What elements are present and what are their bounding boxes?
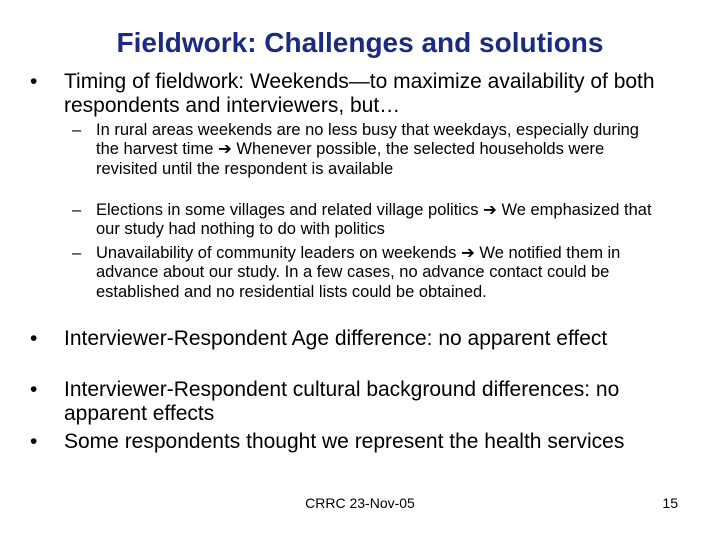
dash-marker: –	[72, 244, 82, 262]
bullet-text: Some respondents thought we represent the health services	[64, 430, 625, 453]
subbullet-text: Elections in some villages and related village politics ➔ We emphasized that our study had nothing to do with politics	[96, 201, 652, 239]
bullet-marker: •	[30, 70, 38, 93]
dash-marker: –	[72, 201, 82, 219]
arrow-icon: ➔	[461, 244, 475, 262]
bullet-item	[30, 430, 680, 454]
subbullet-item	[72, 244, 662, 302]
bullet-text: Interviewer-Respondent cultural background differences: no apparent effects	[64, 378, 620, 425]
subbullet-text: In rural areas weekends are no less busy that weekdays, especially during the harvest time ➔ Whenever possible, the selected households were revisited until the respondent is available	[96, 121, 639, 178]
subbullet-item	[72, 201, 662, 240]
bullet-item	[30, 327, 680, 351]
bullet-item	[30, 70, 680, 118]
dash-marker: –	[72, 121, 82, 139]
bullet-text: Interviewer-Respondent Age difference: no apparent effect	[64, 327, 608, 350]
bullet-marker: •	[30, 430, 38, 453]
slide-title: Fieldwork: Challenges and solutions	[116, 27, 604, 58]
bullet-marker: •	[30, 327, 38, 350]
footer-text: CRRC 23-Nov-05	[305, 495, 415, 511]
arrow-icon: ➔	[483, 201, 497, 219]
bullet-item	[30, 378, 680, 426]
subbullet-text: Unavailability of community leaders on weekends ➔ We notified them in advance about our study. In a few cases, no advance contact could be established and no residential lists could be obtained.	[96, 244, 621, 301]
page-number: 15	[662, 495, 678, 511]
bullet-text: Timing of fieldwork: Weekends—to maximize availability of both respondents and interviewers, but…	[64, 70, 655, 117]
subbullet-item	[72, 121, 662, 179]
arrow-icon: ➔	[217, 140, 232, 159]
bullet-marker: •	[30, 378, 38, 401]
